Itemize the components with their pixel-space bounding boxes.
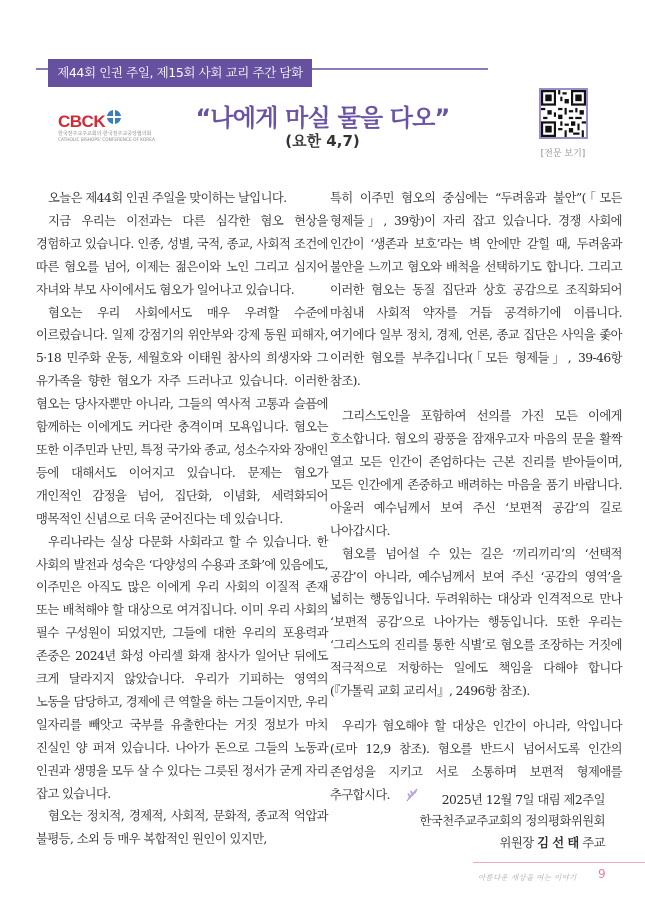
paragraph: 우리나라는 실상 다문화 사회라고 할 수 있습니다. 한 사회의 발전과 성숙은 ‘다양성의 수용과 조화’에 있음에도, 이주민은 아직도 많은 이에게 우리 사회의 이질적 존재 또는 배척해야 할 대상으로 여겨집니다. 이미 우리 사회의 필수 구성원이 되었지만, 그들에 대한 우리의 포용력과 존중은 2024년 화성 아리셀 화재 참사가 일어난 뒤에도 크게 달라지지 않았습니다. 우리가 기피하는 영역의 노동을 담당하고, 경제에 큰 역할을 하는 그들이지만, 우리 일자리를 빼앗고 국부를 유출한다는 거짓 정보가 마치 진실인 양 퍼져 있습니다. 나아가 돈으로 그들의 노동과 인권과 생명을 모두 살 수 있다는 그릇된 정서가 굳게 자리 잡고 있습니다. bbox=[36, 534, 328, 801]
qr-code-icon bbox=[541, 90, 586, 137]
footer-rule bbox=[473, 862, 645, 863]
view-full-text-link[interactable]: [전문 보기] bbox=[540, 149, 586, 159]
paragraph: 지금 우리는 이전과는 다른 심각한 혐오 현상을 경험하고 있습니다. 인종, 성별, 국적, 종교, 사회적 조건에 따른 혐오를 넘어, 이제는 젊은이와 노인 그리고 심지어 자녀와 부모 사이에서도 혐오가 일어나고 있습니다. bbox=[36, 213, 328, 297]
signature-block bbox=[420, 790, 605, 854]
logo-korean-name: 한국천주교주교회의·한국천주교중앙협의회 bbox=[58, 131, 152, 137]
paragraph: 오늘은 제44회 인권 주일을 맞이하는 날입니다. bbox=[48, 191, 287, 205]
paragraph: 혐오는 우리 사회에서도 매우 우려할 수준에 이르렀습니다. 일제 강점기의 위안부와 강제 동원 피해자, 5·18 민주화 운동, 세월호와 이태원 참사의 희생자와 그 유가족을 향한 혐오가 자주 드러나고 있습니다. 이러한 혐오는 당사자뿐만 아니라, 그들의 역사적 고통과 슬픔에 함께하는 이에게도 커다란 충격이며 모욕입니다. 혐오는 또한 이주민과 난민, 특정 국가와 종교, 성소수자와 장애인 등에 대해서도 이어지고 있습니다. 문제는 혐오가 개인적인 감정을 넘어, 집단화, 이념화, 세력화되어 맹목적인 신념으로 더욱 굳어진다는 데 있습니다. bbox=[36, 305, 328, 526]
page-title: “나에게 마실 물을 다오” bbox=[195, 104, 450, 132]
footer-tagline: 아름다운 세상을 여는 이야기 bbox=[478, 873, 577, 882]
page-number: 9 bbox=[598, 867, 606, 881]
paragraph: 혐오는 정치적, 경제적, 사회적, 문화적, 종교적 억압과 불평등, 소외 등 매우 복합적인 원인이 있지만, bbox=[36, 809, 328, 847]
logo-wordmark: CBCK bbox=[58, 112, 106, 131]
qr-code[interactable] bbox=[539, 88, 588, 139]
header-rule-right bbox=[312, 68, 488, 70]
signature-person bbox=[420, 832, 605, 854]
banner-title: 제44회 인권 주일, 제15회 사회 교리 주간 담화 (요약) bbox=[48, 59, 312, 87]
body-column-right bbox=[330, 187, 622, 810]
paragraph: 특히 이주민 혐오의 중심에는 “두려움과 불안”(「모든 형제들」, 39항)이 자리 잡고 있습니다. 경쟁 사회에 인간이 ‘생존과 보호’라는 벽 안에만 갇힐 때, 두려움과 불안을 느끼고 혐오와 배척을 선택하기도 합니다. 그리고 이러한 혐오는 동질 집단과 상호 공감으로 조직화되어 마침내 사회적 약자를 거듭 공격하기에 이릅니다. 여기에다 일부 정치, 경제, 언론, 종교 집단은 사익을 좇아 이러한 혐오를 부추깁니다(「모든 형제들」, 39-46항 참조). bbox=[330, 191, 622, 389]
signature-suffix: 주교 bbox=[582, 836, 605, 850]
closing-text: 우리가 혐오해야 할 대상은 인간이 아니라, 악입니다(로마 12,9 참조). 혐오를 반드시 넘어서도록 인간의 존엄성을 지키고 서로 소통하며 보편적 형제애를 추구합시다. bbox=[330, 718, 622, 802]
scripture-reference: (요한 4,7) bbox=[285, 132, 360, 150]
signature-name: 김 선 태 bbox=[537, 835, 579, 850]
signature-title: 위원장 bbox=[499, 836, 534, 850]
signature-org: 한국천주교주교회의 정의평화위원회 bbox=[419, 814, 605, 828]
body-column-left bbox=[36, 187, 328, 851]
paragraph: 그리스도인을 포함하여 선의를 가진 모든 이에게 호소합니다. 혐오의 광풍을 잠재우고자 마음의 문을 활짝 열고 모든 인간이 존엄하다는 근본 진리를 받아들이며, 모든 인간에게 존중하고 배려하는 마음을 품기 바랍니다. 아울러 예수님께서 보여 주신 ‘보편적 공감’의 길로 나아갑시다. bbox=[330, 409, 622, 538]
leaf-ornament-icon bbox=[393, 787, 419, 810]
signature-date: 2025년 12월 7일 대림 제2주일 bbox=[441, 793, 605, 807]
paragraph: 혐오를 넘어설 수 있는 길은 ‘끼리끼리’의 ‘선택적 공감’이 아니라, 예수님께서 보여 주신 ‘공감의 영역’을 넓히는 행동입니다. 두려워하는 대상과 인격적으로 만나 ‘보편적 공감’으로 나아가는 행동입니다. 또한 우리는 ‘그리스도의 진리를 통한 식별’로 혐오를 조장하는 거짓에 적극적으로 저항하는 일에도 책임을 다해야 합니다(『가톨릭 교회 교리서』, 2496항 참조). bbox=[330, 546, 622, 699]
logo-english-name: CATHOLIC BISHOPS' CONFERENCE OF KOREA bbox=[58, 138, 155, 143]
